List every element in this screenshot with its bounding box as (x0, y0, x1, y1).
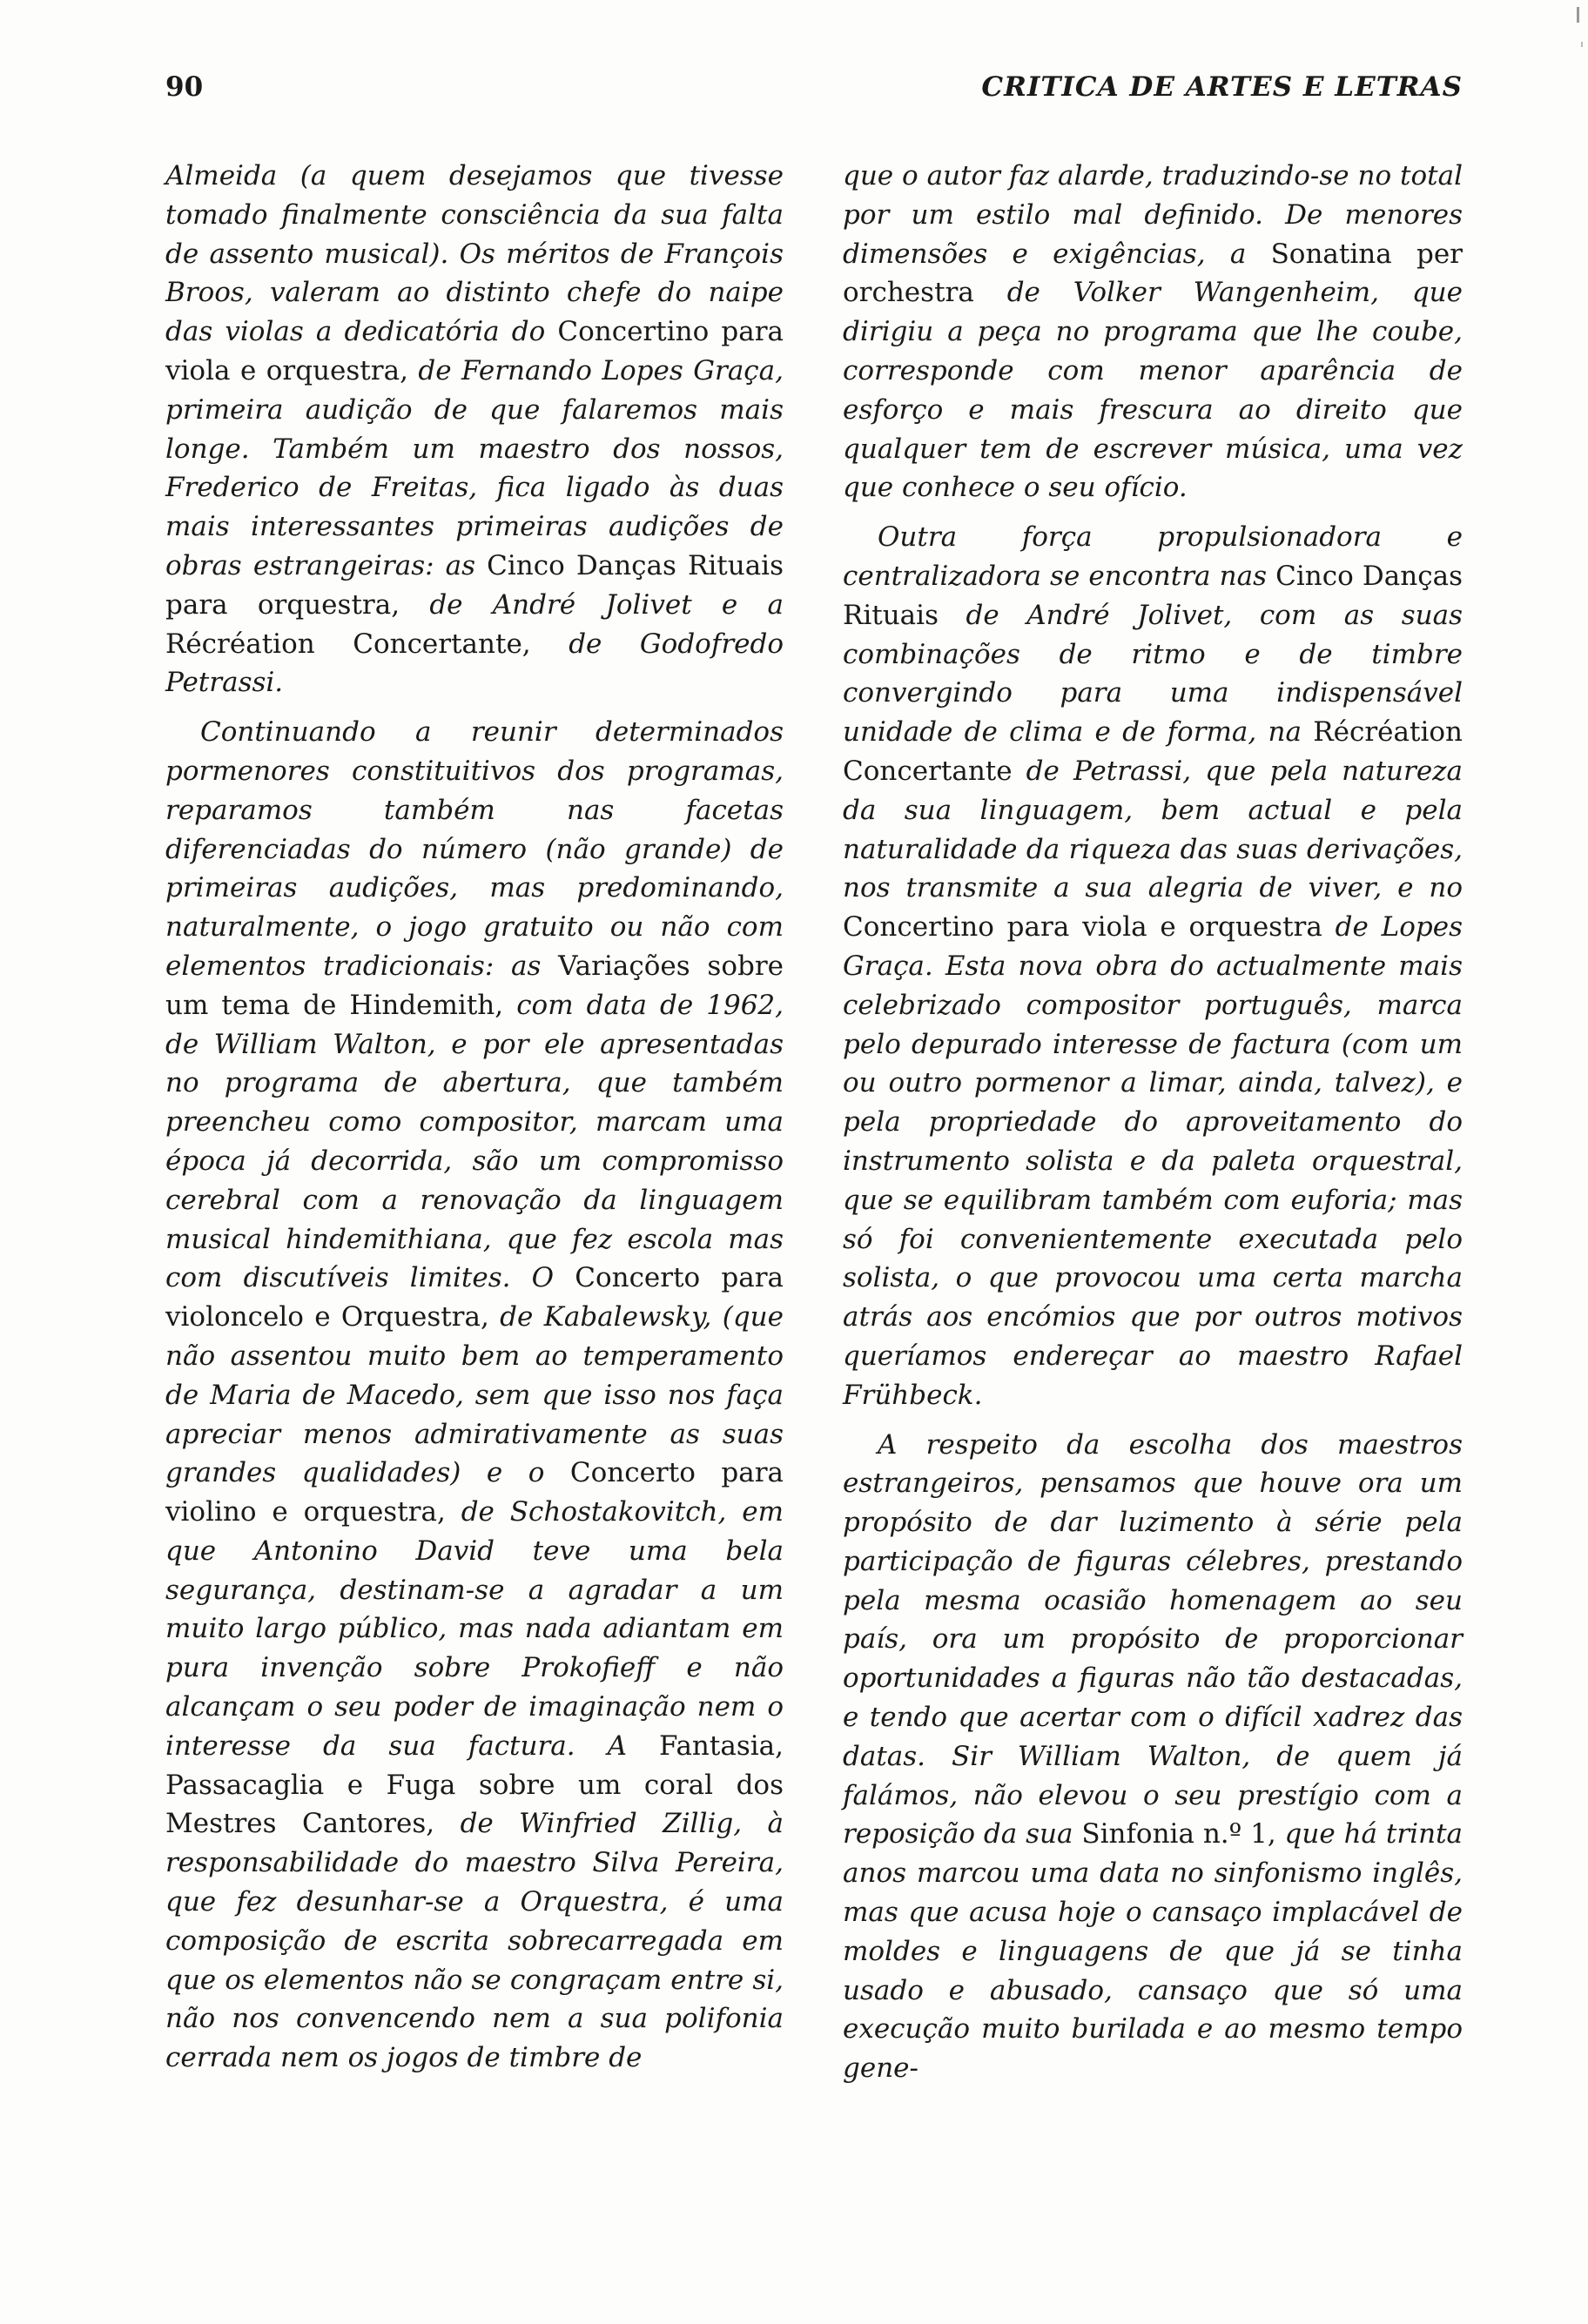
paragraph (165, 157, 784, 702)
paragraph (843, 518, 1463, 1414)
work-title: Cinco Danças Rituais (843, 560, 1463, 631)
text-run: Continuando a reunir determinados pormenores constituitivos dos programas, reparamos também nas facetas diferenciadas do número (não grande) de primeiras audições, mas predominando, naturalmente, o jogo gratuito ou não com elementos tradicionais: as (165, 716, 784, 982)
text-run: Almeida (a quem desejamos que tivesse tomado finalmente consciência da sua falta de assento musical). Os méritos de François Broos, valeram ao distinto chefe do naipe das violas a dedicatória do (165, 160, 784, 348)
work-title: Concerto para violino e orquestra, (165, 1457, 784, 1528)
paragraph (843, 1426, 1463, 2089)
work-title: Concertino para viola e orquestra, (165, 316, 784, 386)
left-column (165, 157, 784, 2078)
scan-mark (1581, 42, 1583, 47)
text-run: de André Jolivet e a (400, 588, 784, 621)
text-run: A respeito da escolha dos maestros estrangeiros, pensamos que houve ora um propósito de dar luzimento à série pela participação de figuras célebres, prestando pela mesma ocasião homenagem ao seu país, ora um propósito de proporcionar oportunidades a figuras não tão destacadas, e tendo que acertar com o difícil xadrez das datas. Sir William Walton, de quem já falámos, não elevou o seu prestígio com a reposição da sua (843, 1428, 1463, 1850)
page-number: 90 (165, 71, 204, 103)
work-title: Sinfonia n.º 1, (1081, 1818, 1276, 1850)
work-title: Sonatina per orchestra (843, 238, 1463, 309)
text-run: de Petrassi, que pela natureza da sua linguagem, bem actual e pela naturalidade da riqueza das suas derivações, nos transmite a sua alegria de viver, e no (843, 755, 1463, 904)
text-run: de Lopes Graça. Esta nova obra do actualmente mais celebrizado compositor português, marca pelo depurado interesse de factura (com um ou outro pormenor a limar, ainda, talvez), e pela propriedade do aproveitamento do instrumento solista e da paleta orquestral, que se equilibram também com euforia; mas só foi convenientemente executada pelo solista, o que provocou uma certa marcha atrás aos encómios que por outros motivos queríamos endereçar ao maestro Rafael Frühbeck. (843, 911, 1464, 1411)
work-title: Récréation Concertante, (165, 628, 531, 660)
text-run: de Fernando Lopes Graça, primeira audição de que falaremos mais longe. Também um maestro dos nossos, Frederico de Freitas, fica ligado às duas mais interessantes primeiras audições de obras estrangeiras: as (165, 354, 784, 581)
scan-mark (1577, 7, 1579, 23)
text-run: com data de 1962, de William Walton, e por ele apresentadas no programa de abertura, que também preencheu como compositor, marcam uma época já decorrida, são um compromisso cerebral com a renovação da linguagem musical hindemithiana, que fez escola mas com discutíveis limites. O (165, 989, 784, 1294)
text-run: de Schostakovitch, em que Antonino David teve uma bela segurança, destinam-se a agradar a um muito largo público, mas nada adiantam em pura invenção sobre Prokofieff e não alcançam o seu poder de imaginação nem o interesse da sua factura. A (165, 1496, 784, 1762)
paragraph (843, 157, 1463, 507)
text-run: de Winfried Zillig, à responsabilidade do maestro Silva Pereira, que fez desunhar-se a Orquestra, é uma composição de escrita sobrecarregada em que os elementos não se congraçam entre si, não nos convencendo nem a sua polifonia cerrada nem os jogos de timbre de (165, 1808, 784, 2074)
text-run: de Kabalewsky, (que não assentou muito bem ao temperamento de Maria de Macedo, sem que isso nos faça apreciar menos admirativamente as suas grandes qualidades) e o (165, 1301, 784, 1489)
work-title: Variações sobre um tema de Hindemith, (165, 950, 784, 1021)
text-run: de André Jolivet, com as suas combinações de ritmo e de timbre convergindo para uma indispensável unidade de clima e de forma, na (843, 599, 1463, 749)
work-title: Récréation Concertante (843, 716, 1463, 787)
work-title: Cinco Danças Rituais para orquestra, (165, 549, 784, 621)
work-title: Fantasia, Passacaglia e Fuga sobre um coral dos Mestres Cantores, (165, 1730, 784, 1840)
work-title: Concertino para viola e orquestra (843, 911, 1322, 944)
running-header (165, 61, 1463, 113)
paragraph (165, 713, 784, 2078)
text-run: Outra força propulsionadora e centralizadora se encontra nas (843, 521, 1463, 592)
running-title: CRITICA DE ARTES E LETRAS (981, 71, 1463, 103)
text-run: que há trinta anos marcou uma data no sinfonismo inglês, mas que acusa hoje o cansaço implacável de moldes e linguagens de que já se tinha usado e abusado, cansaço que só uma execução muito burilada e ao mesmo tempo gene- (843, 1818, 1464, 2085)
work-title: Concerto para violoncelo e Orquestra, (165, 1262, 784, 1333)
text-run: de Godofredo Petrassi. (165, 628, 784, 699)
text-run: que o autor faz alarde, traduzindo-se no total por um estilo mal definido. De menores dimensões e exigências, a (843, 160, 1463, 270)
right-column (843, 157, 1463, 2088)
text-run: de Volker Wangenheim, que dirigiu a peça no programa que lhe coube, corresponde com menor aparência de esforço e mais frescura ao direito que qualquer tem de escrever música, uma vez que conhece o seu ofício. (843, 277, 1463, 504)
